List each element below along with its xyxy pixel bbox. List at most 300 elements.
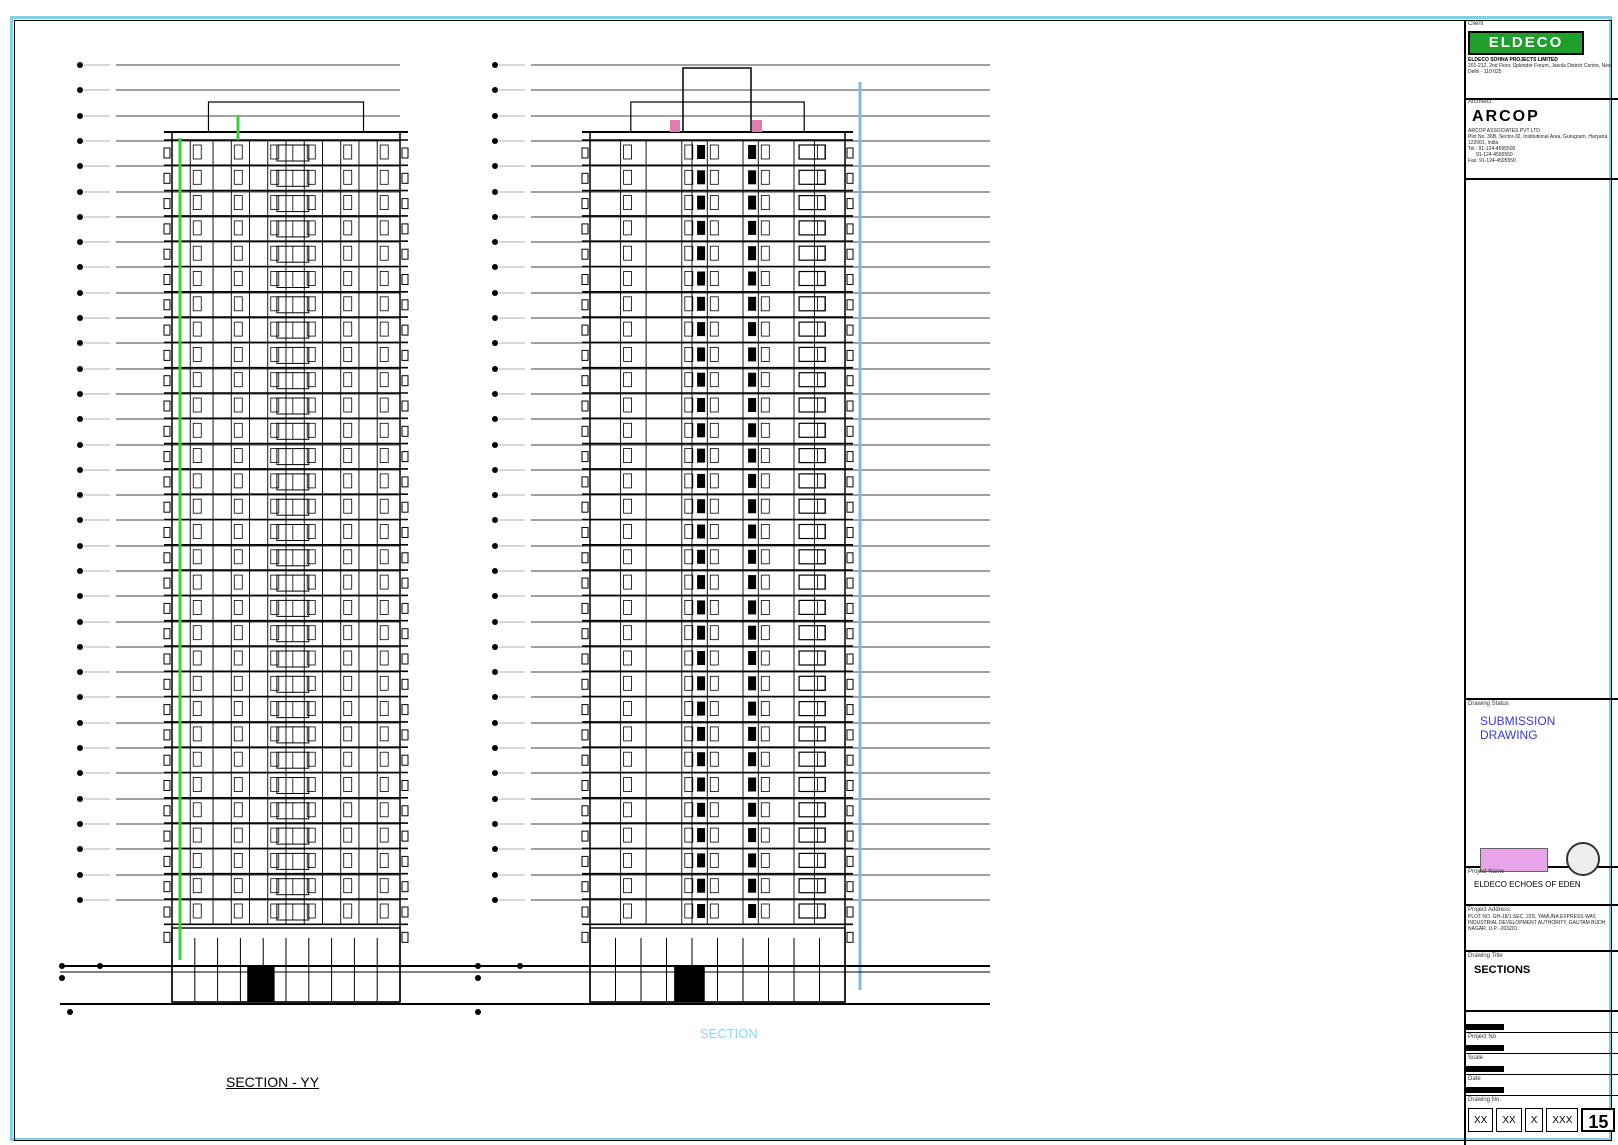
balcony-edge (164, 705, 170, 715)
level-marker (492, 517, 498, 523)
window (193, 778, 201, 792)
balcony-edge (847, 300, 853, 310)
window (193, 373, 201, 387)
window (380, 499, 388, 513)
balcony-edge (164, 350, 170, 360)
balcony-edge (164, 553, 170, 563)
window (271, 449, 279, 463)
level-marker (492, 214, 498, 220)
level-marker (67, 1009, 73, 1015)
window (271, 322, 279, 336)
window (271, 727, 279, 741)
balcony-edge (582, 502, 588, 512)
window (817, 297, 825, 311)
window (234, 347, 242, 361)
window (624, 828, 632, 842)
shaft-fill (697, 600, 705, 614)
balcony-edge (582, 781, 588, 791)
drawing-no-part-2: XX (1496, 1108, 1521, 1132)
window (271, 347, 279, 361)
window (761, 221, 769, 235)
window (271, 828, 279, 842)
window (817, 550, 825, 564)
level-marker (77, 745, 83, 751)
balcony-edge (164, 528, 170, 538)
balcony-edge (847, 781, 853, 791)
window (817, 702, 825, 716)
shaft-fill (697, 550, 705, 564)
window (761, 297, 769, 311)
window (710, 727, 718, 741)
window (344, 676, 352, 690)
level-marker (77, 897, 83, 903)
window (817, 499, 825, 513)
window (344, 828, 352, 842)
window (344, 853, 352, 867)
window (271, 778, 279, 792)
balcony-edge (402, 730, 408, 740)
window (234, 423, 242, 437)
balcony-edge (847, 629, 853, 639)
window (710, 600, 718, 614)
window (817, 752, 825, 766)
window (271, 550, 279, 564)
window (193, 676, 201, 690)
window (817, 904, 825, 918)
stair-window (799, 347, 825, 361)
window (817, 221, 825, 235)
project-address-section (1466, 906, 1618, 952)
level-marker (77, 442, 83, 448)
window (271, 651, 279, 665)
window (710, 525, 718, 539)
balcony-edge (582, 806, 588, 816)
balcony-edge (164, 629, 170, 639)
window (344, 778, 352, 792)
window (234, 499, 242, 513)
balcony-edge (847, 679, 853, 689)
window (761, 676, 769, 690)
window (344, 904, 352, 918)
balcony-edge (402, 781, 408, 791)
balcony-edge (847, 603, 853, 613)
window (271, 575, 279, 589)
shaft-fill (697, 221, 705, 235)
balcony-edge (164, 300, 170, 310)
window (710, 170, 718, 184)
level-marker (77, 770, 83, 776)
stair-window (799, 803, 825, 817)
window (344, 651, 352, 665)
level-marker (77, 846, 83, 852)
shaft-fill (748, 853, 756, 867)
balcony-edge (402, 882, 408, 892)
balcony-edge (402, 350, 408, 360)
status-caption: Drawing Status (1468, 701, 1509, 707)
level-marker (77, 796, 83, 802)
window (624, 778, 632, 792)
balcony-edge (847, 477, 853, 487)
level-marker (77, 113, 83, 119)
window (817, 651, 825, 665)
drawing-no-part-3: X (1525, 1108, 1544, 1132)
level-marker (492, 619, 498, 625)
level-marker (77, 568, 83, 574)
window (624, 322, 632, 336)
window (380, 170, 388, 184)
stair-window (799, 499, 825, 513)
stair-window (799, 904, 825, 918)
balcony-edge (164, 806, 170, 816)
window (193, 423, 201, 437)
window (234, 702, 242, 716)
balcony-edge (582, 882, 588, 892)
window (193, 752, 201, 766)
shaft-fill (748, 297, 756, 311)
window (624, 702, 632, 716)
architect-address: Plot No. 36B, Sector-32, Institutional Area, Gurugram, Haryana, 122001, India (1468, 134, 1609, 146)
window (344, 626, 352, 640)
shaft-fill (697, 676, 705, 690)
window (761, 170, 769, 184)
window (710, 550, 718, 564)
shaft-fill (748, 272, 756, 286)
balcony-edge (582, 528, 588, 538)
window (271, 398, 279, 412)
shaft-fill (697, 575, 705, 589)
window (817, 575, 825, 589)
window (193, 525, 201, 539)
balcony-edge (582, 199, 588, 209)
window (624, 221, 632, 235)
shaft-fill (748, 170, 756, 184)
window (380, 398, 388, 412)
shaft-fill (697, 398, 705, 412)
level-marker (77, 872, 83, 878)
window (380, 474, 388, 488)
client-section (1466, 20, 1618, 100)
stair-window (799, 170, 825, 184)
window (271, 904, 279, 918)
window (344, 196, 352, 210)
level-marker (77, 290, 83, 296)
window (380, 676, 388, 690)
shaft-fill (748, 803, 756, 817)
window (380, 297, 388, 311)
window (234, 879, 242, 893)
machine-room (683, 68, 751, 132)
balcony-edge (847, 882, 853, 892)
balcony-edge (402, 755, 408, 765)
window (344, 246, 352, 260)
window (344, 347, 352, 361)
stair-window (799, 702, 825, 716)
window (761, 727, 769, 741)
balcony-edge (164, 755, 170, 765)
level-marker (59, 963, 65, 969)
balcony-edge (164, 325, 170, 335)
window (271, 676, 279, 690)
window (710, 474, 718, 488)
balcony-edge (582, 856, 588, 866)
shaft-fill (697, 449, 705, 463)
window (234, 474, 242, 488)
window (817, 322, 825, 336)
balcony-edge (847, 856, 853, 866)
window (380, 322, 388, 336)
balcony-edge (582, 452, 588, 462)
balcony-edge (164, 199, 170, 209)
balcony-edge (402, 907, 408, 917)
window (271, 879, 279, 893)
window (380, 221, 388, 235)
balcony-edge (847, 148, 853, 158)
balcony-edge (847, 426, 853, 436)
window (761, 575, 769, 589)
status-section (1466, 700, 1618, 868)
window (344, 449, 352, 463)
window (380, 651, 388, 665)
window (817, 626, 825, 640)
window (344, 322, 352, 336)
level-marker (492, 821, 498, 827)
balcony-edge (582, 831, 588, 841)
balcony-edge (847, 528, 853, 538)
balcony-edge (847, 350, 853, 360)
stair-window (799, 297, 825, 311)
balcony-edge (847, 452, 853, 462)
shaft-fill (748, 145, 756, 159)
balcony-edge (164, 401, 170, 411)
window (817, 423, 825, 437)
blank-row (1466, 1012, 1618, 1033)
shaft-fill (748, 499, 756, 513)
shaft-fill (697, 702, 705, 716)
window (344, 398, 352, 412)
roof-structure (631, 102, 804, 132)
shaft-fill (748, 322, 756, 336)
shaft-fill (697, 879, 705, 893)
balcony-edge (582, 376, 588, 386)
window (817, 246, 825, 260)
shaft-fill (748, 550, 756, 564)
balcony-edge (164, 426, 170, 436)
client-company: ELDECO SOHNA PROJECTS LIMITED (1468, 57, 1558, 63)
window (344, 550, 352, 564)
level-marker (492, 442, 498, 448)
balcony-edge (847, 755, 853, 765)
project-name-section (1466, 868, 1618, 906)
balcony-edge (582, 603, 588, 613)
window (817, 373, 825, 387)
window (344, 499, 352, 513)
window (271, 170, 279, 184)
balcony-edge (402, 426, 408, 436)
window (817, 676, 825, 690)
shaft-fill (748, 752, 756, 766)
window (624, 550, 632, 564)
window (344, 803, 352, 817)
shaft-fill (697, 803, 705, 817)
stair-window (799, 145, 825, 159)
window (193, 550, 201, 564)
stair-window (799, 752, 825, 766)
drawing-no-part-1: XX (1468, 1108, 1493, 1132)
balcony-edge (582, 426, 588, 436)
window (234, 398, 242, 412)
window (193, 904, 201, 918)
window (624, 474, 632, 488)
level-marker (77, 467, 83, 473)
window (234, 904, 242, 918)
level-marker (492, 416, 498, 422)
window (817, 474, 825, 488)
level-marker (77, 517, 83, 523)
eldeco-logo: ELDECO (1468, 31, 1584, 55)
shaft-fill (748, 676, 756, 690)
shaft-fill (748, 702, 756, 716)
scale-row (1466, 1054, 1618, 1075)
window (271, 853, 279, 867)
window (624, 904, 632, 918)
window (761, 853, 769, 867)
shaft-fill (748, 727, 756, 741)
level-marker (492, 264, 498, 270)
level-marker (492, 669, 498, 675)
level-marker (77, 694, 83, 700)
balcony-edge (582, 300, 588, 310)
project-name-caption: Project Name (1468, 869, 1505, 875)
window (710, 272, 718, 286)
scale-caption: Scale (1468, 1055, 1484, 1061)
window (234, 752, 242, 766)
balcony-edge (164, 856, 170, 866)
window (271, 752, 279, 766)
stair-window (799, 449, 825, 463)
balcony-edge (847, 401, 853, 411)
architect-tel2: 91-124-4595550 (1476, 152, 1513, 158)
window (344, 575, 352, 589)
shaft-fill (697, 246, 705, 260)
balcony-edge (402, 173, 408, 183)
level-marker (77, 669, 83, 675)
shaft-fill (748, 778, 756, 792)
balcony-edge (847, 654, 853, 664)
window (710, 145, 718, 159)
level-marker (492, 366, 498, 372)
window (234, 322, 242, 336)
balcony-edge (402, 275, 408, 285)
balcony-edge (402, 300, 408, 310)
window (380, 575, 388, 589)
window (380, 702, 388, 716)
window (271, 246, 279, 260)
window (193, 499, 201, 513)
window (761, 525, 769, 539)
shaft-fill (697, 145, 705, 159)
window (344, 423, 352, 437)
shaft-fill (697, 347, 705, 361)
window (624, 525, 632, 539)
window (380, 423, 388, 437)
window (271, 803, 279, 817)
window (380, 246, 388, 260)
window (710, 879, 718, 893)
project-name: ELDECO ECHOES OF EDEN (1474, 880, 1581, 889)
level-marker (77, 163, 83, 169)
level-marker (492, 391, 498, 397)
stair-window (799, 600, 825, 614)
stair-window (799, 550, 825, 564)
section-yy-label: SECTION - YY (226, 1074, 320, 1090)
window (344, 879, 352, 893)
balcony-edge (164, 730, 170, 740)
window (624, 170, 632, 184)
stair-window (799, 778, 825, 792)
stair-window (799, 322, 825, 336)
window (380, 600, 388, 614)
window (761, 347, 769, 361)
drawing-title-section (1466, 952, 1618, 1012)
window (761, 272, 769, 286)
window (193, 575, 201, 589)
balcony-edge (402, 401, 408, 411)
balcony-edge (402, 325, 408, 335)
window (234, 297, 242, 311)
window (234, 221, 242, 235)
stair-window (799, 727, 825, 741)
window (710, 626, 718, 640)
window (624, 373, 632, 387)
window (271, 373, 279, 387)
window (817, 525, 825, 539)
shaft-fill (697, 727, 705, 741)
balcony-edge (847, 199, 853, 209)
window (624, 423, 632, 437)
level-marker (77, 239, 83, 245)
window (761, 651, 769, 665)
balcony-edge (847, 502, 853, 512)
window (234, 600, 242, 614)
shaft-fill (748, 196, 756, 210)
level-marker (492, 138, 498, 144)
balcony-edge (164, 831, 170, 841)
window (234, 373, 242, 387)
project-address-caption: Project Address (1468, 907, 1511, 913)
balcony-edge (164, 173, 170, 183)
window (193, 272, 201, 286)
balcony-edge (164, 477, 170, 487)
balcony-edge (582, 350, 588, 360)
project-address: PLOT NO. GH-18/1 SEC. 22D, YAMUNA EXPRESS WAY, INDUSTRIAL DEVELOPMENT AUTHORITY, GAUTAM BUDH NAGAR, U.P. -203201 (1468, 914, 1606, 932)
window (624, 676, 632, 690)
client-address: 201-212, 2nd Floor, Splendor Forum, Jasola District Centre, New Delhi - 110 025 (1468, 63, 1612, 75)
level-marker (77, 593, 83, 599)
balcony-edge (164, 376, 170, 386)
stair-window (799, 398, 825, 412)
balcony-edge (402, 477, 408, 487)
level-marker (77, 340, 83, 346)
window (234, 727, 242, 741)
window (344, 272, 352, 286)
shaft-fill (697, 904, 705, 918)
balcony-edge (164, 148, 170, 158)
balcony-edge (847, 376, 853, 386)
window (624, 853, 632, 867)
window (380, 904, 388, 918)
shaft-fill (697, 651, 705, 665)
balcony-edge (164, 654, 170, 664)
